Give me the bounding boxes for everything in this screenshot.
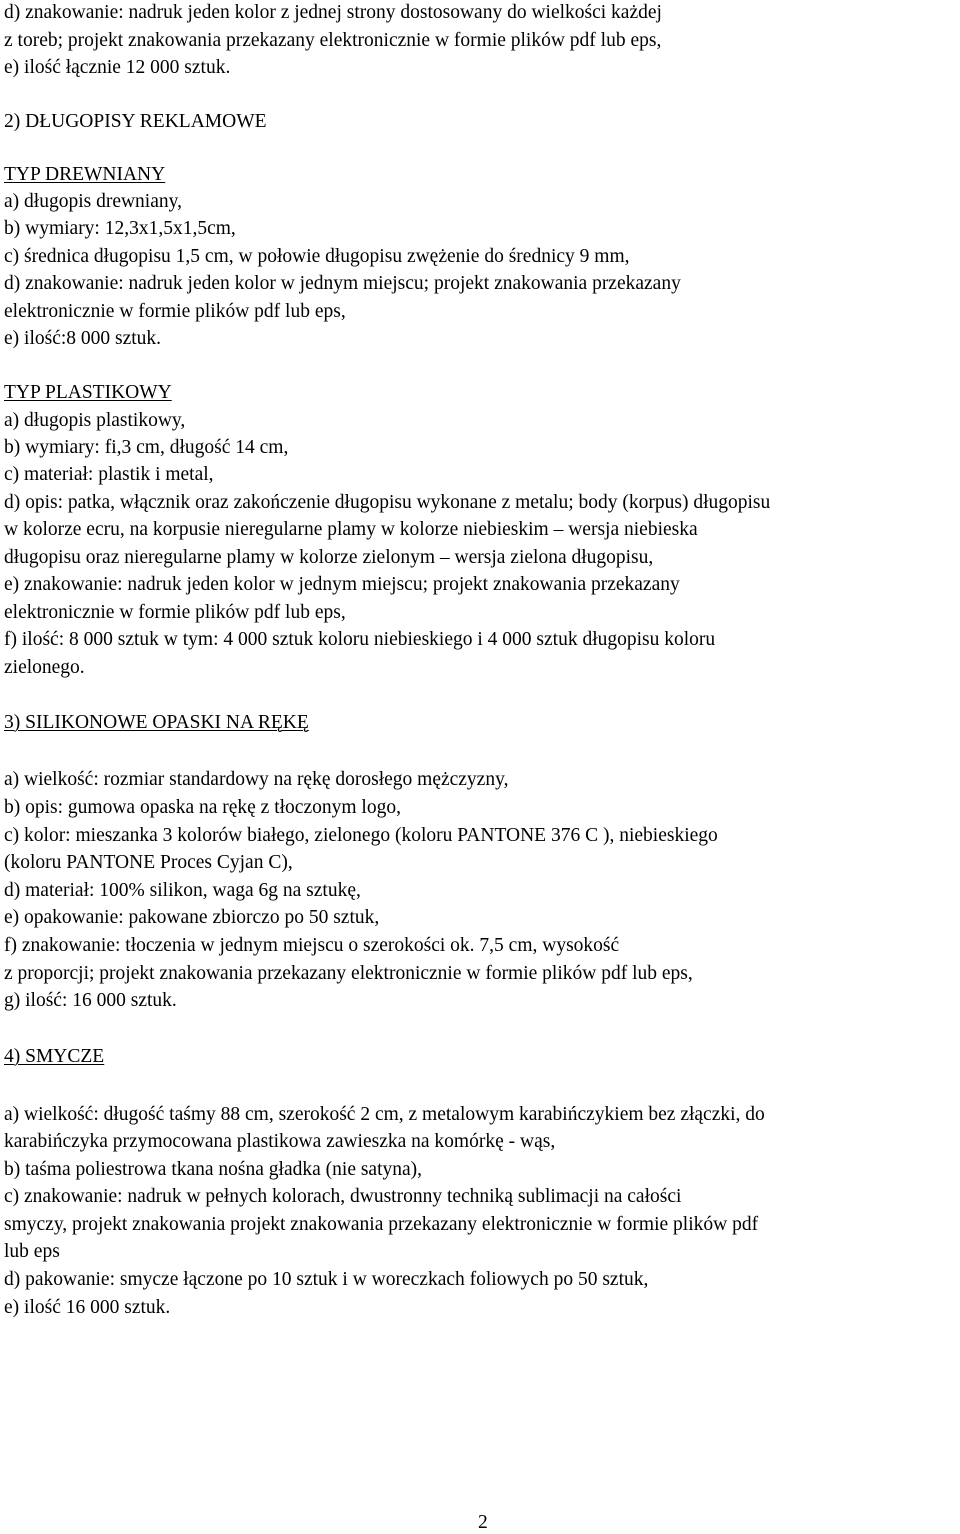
- section-3-item-g: g) ilość: 16 000 sztuk.: [4, 990, 177, 1011]
- wooden-item-c: c) średnica długopisu 1,5 cm, w połowie długopisu zwężenie do średnicy 9 mm,: [4, 246, 630, 267]
- section-3-item-e: e) opakowanie: pakowane zbiorczo po 50 sztuk,: [4, 907, 380, 928]
- section-3-item-a: a) wielkość: rozmiar standardowy na rękę dorosłego mężczyzny,: [4, 769, 509, 790]
- plastic-item-b: b) wymiary: fi,3 cm, długość 14 cm,: [4, 437, 289, 458]
- plastic-item-e: e) znakowanie: nadruk jeden kolor w jednym miejscu; projekt znakowania przekazany: [4, 574, 680, 595]
- section-3-item-c-cont: (koloru PANTONE Proces Cyjan C),: [4, 852, 293, 873]
- section-4-item-c-cont-1: smyczy, projekt znakowania projekt znakowania przekazany elektronicznie w formie plików pdf: [4, 1214, 759, 1235]
- section-2-heading: 2) DŁUGOPISY REKLAMOWE: [4, 111, 267, 132]
- wooden-item-a: a) długopis drewniany,: [4, 191, 182, 212]
- wooden-item-d-cont: elektronicznie w formie plików pdf lub eps,: [4, 301, 346, 322]
- page-number: 2: [478, 1512, 488, 1533]
- intro-line-d-cont: z toreb; projekt znakowania przekazany elektronicznie w formie plików pdf lub eps,: [4, 30, 662, 51]
- section-3-item-d: d) materiał: 100% silikon, waga 6g na sztukę,: [4, 880, 361, 901]
- wooden-item-e: e) ilość:8 000 sztuk.: [4, 328, 162, 349]
- plastic-item-d: d) opis: patka, włącznik oraz zakończenie długopisu wykonane z metalu; body (korpus) długopisu: [4, 492, 771, 513]
- intro-line-d: d) znakowanie: nadruk jeden kolor z jednej strony dostosowany do wielkości każdej: [4, 2, 662, 23]
- section-4-item-a-cont: karabińczyka przymocowana plastikowa zawieszka na komórkę - wąs,: [4, 1131, 556, 1152]
- section-4-item-c: c) znakowanie: nadruk w pełnych kolorach, dwustronny techniką sublimacji na całości: [4, 1186, 682, 1207]
- section-4-item-a: a) wielkość: długość taśmy 88 cm, szerokość 2 cm, z metalowym karabińczykiem bez złączki, do: [4, 1104, 765, 1125]
- wooden-item-d: d) znakowanie: nadruk jeden kolor w jednym miejscu; projekt znakowania przekazany: [4, 273, 681, 294]
- wooden-type-title: TYP DREWNIANY: [4, 164, 166, 185]
- section-4-item-b: b) taśma poliestrowa tkana nośna gładka (nie satyna),: [4, 1159, 423, 1180]
- section-3-item-f: f) znakowanie: tłoczenia w jednym miejscu o szerokości ok. 7,5 cm, wysokość: [4, 935, 620, 956]
- section-4-item-e: e) ilość 16 000 sztuk.: [4, 1297, 171, 1318]
- plastic-item-e-cont: elektronicznie w formie plików pdf lub eps,: [4, 602, 346, 623]
- plastic-item-d-cont-2: długopisu oraz nieregularne plamy w kolorze zielonym – wersja zielona długopisu,: [4, 547, 654, 568]
- section-3-item-b: b) opis: gumowa opaska na rękę z tłoczonym logo,: [4, 797, 401, 818]
- section-3-item-f-cont: z proporcji; projekt znakowania przekazany elektronicznie w formie plików pdf lub eps,: [4, 963, 693, 984]
- intro-line-e: e) ilość łącznie 12 000 sztuk.: [4, 57, 231, 78]
- plastic-item-c: c) materiał: plastik i metal,: [4, 464, 214, 485]
- section-3-item-c: c) kolor: mieszanka 3 kolorów białego, zielonego (koloru PANTONE 376 C ), niebieskiego: [4, 825, 718, 846]
- plastic-item-f-cont: zielonego.: [4, 657, 85, 678]
- section-4-heading: 4) SMYCZE: [4, 1046, 105, 1067]
- plastic-item-a: a) długopis plastikowy,: [4, 410, 186, 431]
- wooden-item-b: b) wymiary: 12,3x1,5x1,5cm,: [4, 218, 236, 239]
- plastic-item-f: f) ilość: 8 000 sztuk w tym: 4 000 sztuk koloru niebieskiego i 4 000 sztuk długopisu koloru: [4, 629, 716, 650]
- plastic-type-title: TYP PLASTIKOWY: [4, 382, 172, 403]
- section-4-item-d: d) pakowanie: smycze łączone po 10 sztuk i w woreczkach foliowych po 50 sztuk,: [4, 1269, 649, 1290]
- section-3-heading: 3) SILIKONOWE OPASKI NA RĘKĘ: [4, 712, 309, 733]
- section-4-item-c-cont-2: lub eps: [4, 1241, 60, 1262]
- plastic-item-d-cont-1: w kolorze ecru, na korpusie nieregularne plamy w kolorze niebieskim – wersja niebieska: [4, 519, 698, 540]
